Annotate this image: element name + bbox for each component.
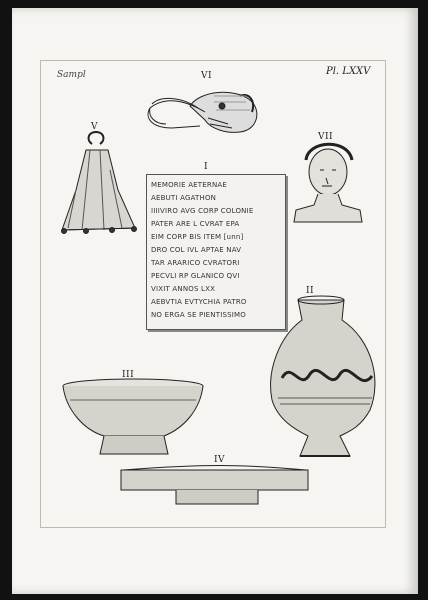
dish-figure	[121, 466, 308, 505]
figure-label-vi: VI	[201, 71, 213, 81]
inscription-line: PATER ARE L CVRAT EPA	[151, 220, 240, 228]
inscription-line: MEMORIE AETERNAE	[151, 181, 228, 189]
inscription-line: TAR ARARICO CVRATORI	[151, 259, 240, 267]
inscription-line: IIIIVIRO AVG CORP COLONIE	[151, 207, 254, 215]
figure-label-iii: III	[122, 370, 135, 380]
bell-figure	[62, 132, 137, 234]
inscription-tablet	[146, 174, 286, 330]
inscription-line: PECVLI RP GLANICO QVI	[151, 272, 240, 280]
vase-figure	[271, 296, 375, 456]
figure-label-v: V	[91, 122, 98, 132]
figure-label-iv: IV	[214, 455, 226, 465]
inscription-line: AEBUTI AGATHON	[151, 194, 217, 202]
elephant-head-figure	[148, 92, 257, 132]
bowl-figure	[63, 379, 203, 454]
bust-figure	[294, 144, 362, 222]
inscription-line: EIM CORP BIS ITEM [unn]	[151, 233, 244, 241]
figure-label-vii: VII	[318, 132, 334, 142]
engraver-signature: Sampl	[57, 70, 86, 80]
inscription-line: NO ERGA SE PIENTISSIMO	[151, 311, 246, 319]
inscription-line: DRO COL IVL APTAE NAV	[151, 246, 242, 254]
figure-label-ii: II	[306, 286, 315, 296]
inscription-line: AEBVTIA EVTYCHIA PATRO	[151, 298, 247, 306]
figure-label-i: I	[204, 162, 209, 172]
inscription-line: VIXIT ANNOS LXX	[151, 285, 216, 293]
plate-number: Pl. LXXV	[326, 66, 371, 77]
